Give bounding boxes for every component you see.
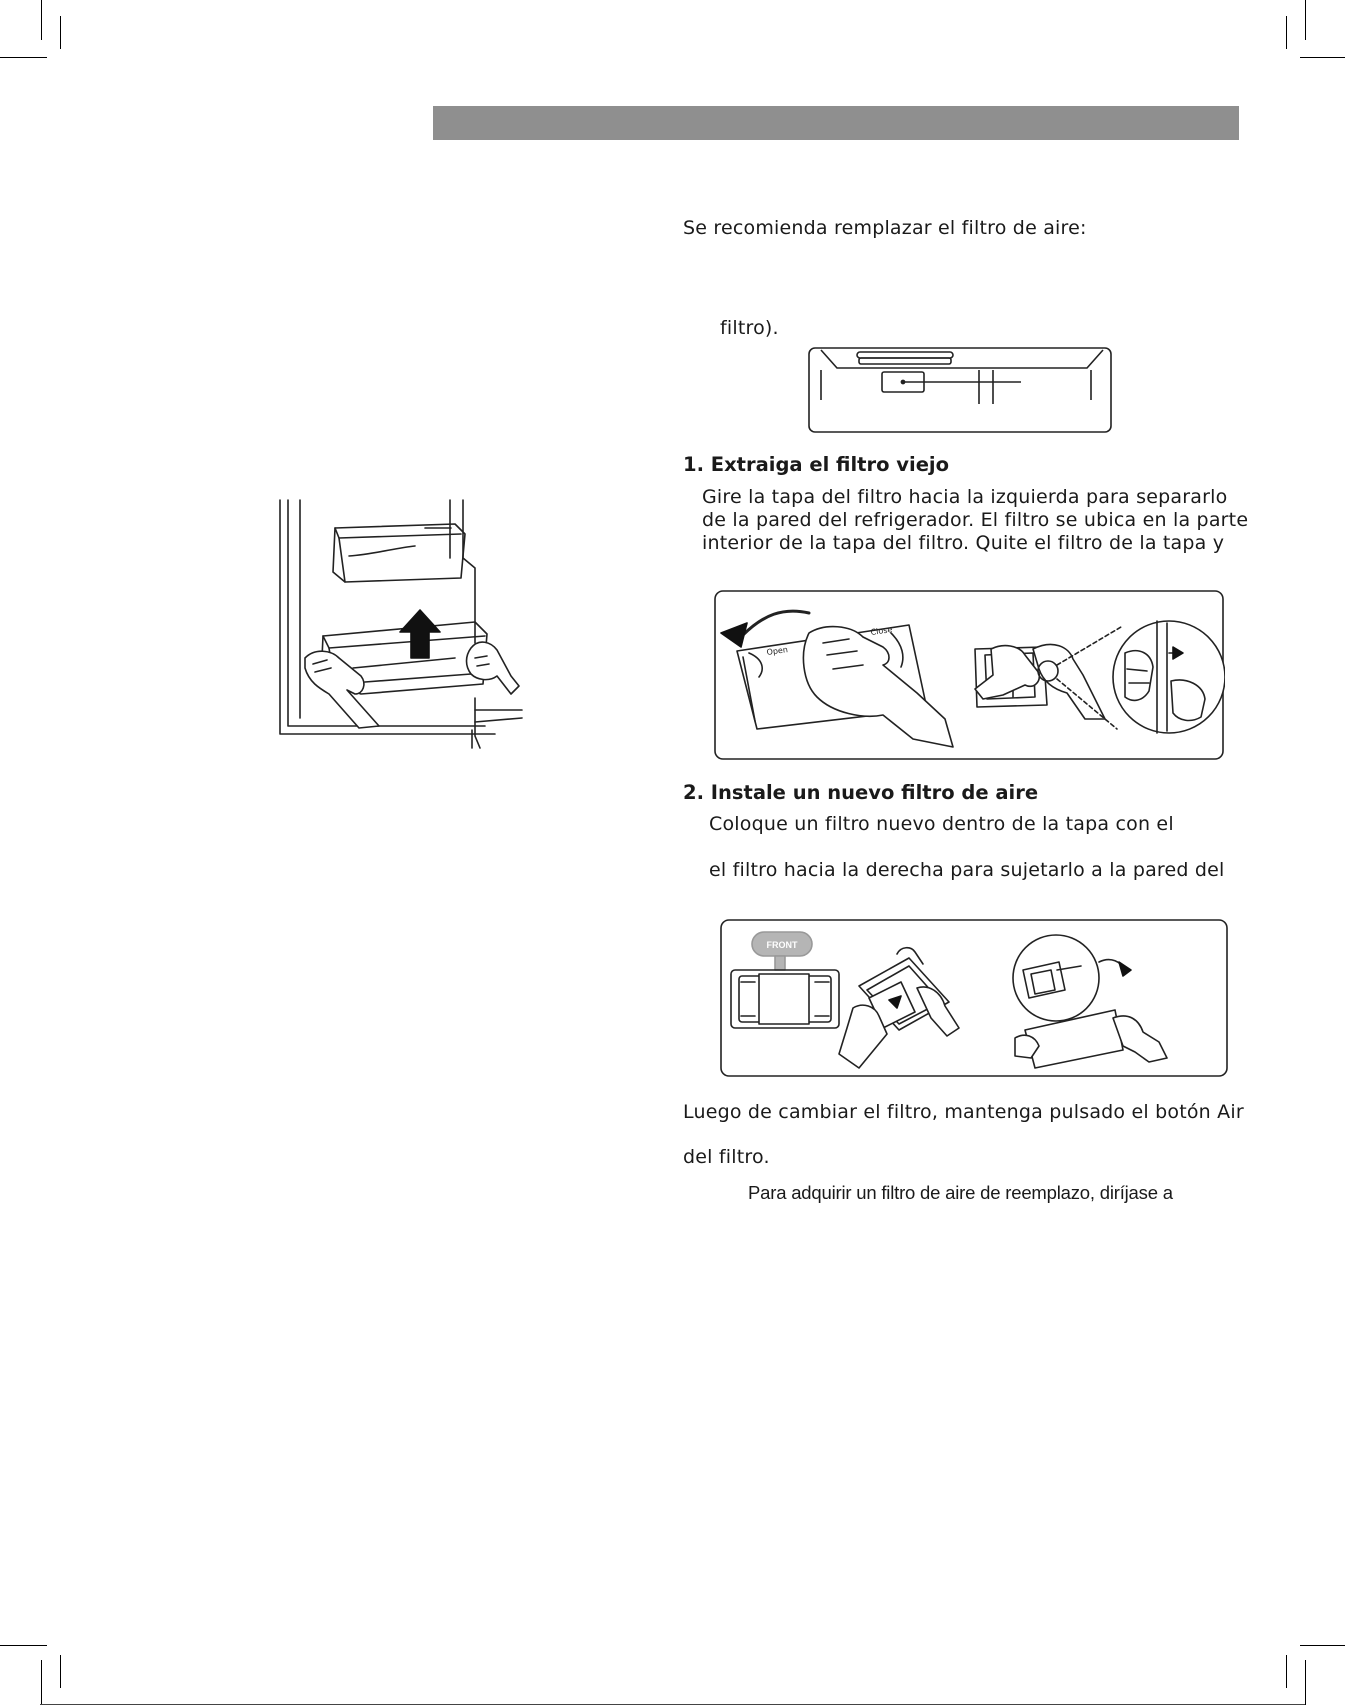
step2-line: Coloque un filtro nuevo dentro de la tapa con el: [709, 813, 1174, 835]
crop-mark: [1286, 16, 1287, 49]
close-label: Close: [870, 625, 893, 637]
crop-mark: [41, 1660, 42, 1705]
crop-mark: [1286, 1655, 1287, 1688]
install-filter-illustration: [719, 918, 1229, 1078]
crop-mark: [1305, 0, 1306, 40]
intro-fragment: filtro).: [720, 317, 779, 339]
step2-line: el filtro hacia la derecha para sujetarlo a la pared del: [709, 859, 1225, 881]
door-bin-removal-illustration: [275, 498, 525, 753]
crop-mark: [1300, 1645, 1345, 1646]
crop-mark: [41, 0, 42, 40]
section-header-bar: [433, 106, 1239, 140]
replacement-note: Para adquirir un filtro de aire de reemplazo, diríjase a: [748, 1182, 1173, 1203]
after-change-line2: del filtro.: [683, 1146, 770, 1168]
crop-mark: [60, 1655, 61, 1688]
crop-mark: [0, 57, 47, 58]
step1-line: de la pared del refrigerador. El filtro se ubica en la parte: [702, 509, 1249, 531]
crop-mark: [1305, 1660, 1306, 1705]
after-change-line1: Luego de cambiar el filtro, mantenga pulsado el botón Air: [683, 1101, 1244, 1123]
open-label: Open: [766, 645, 789, 657]
crop-mark: [0, 1645, 47, 1646]
step2-heading: 2. Instale un nuevo filtro de aire: [683, 781, 1039, 804]
crop-mark: [60, 16, 61, 49]
step1-heading: 1. Extraiga el filtro viejo: [683, 453, 950, 476]
remove-filter-illustration: [713, 589, 1225, 761]
crop-mark: [1300, 57, 1345, 58]
step1-line: Gire la tapa del filtro hacia la izquierda para separarlo: [702, 486, 1228, 508]
front-label: FRONT: [766, 940, 798, 950]
step1-line: interior de la tapa del filtro. Quite el filtro de la tapa y: [702, 532, 1225, 554]
filter-location-diagram: [807, 346, 1115, 434]
intro-line: Se recomienda remplazar el filtro de aire:: [683, 217, 1087, 239]
